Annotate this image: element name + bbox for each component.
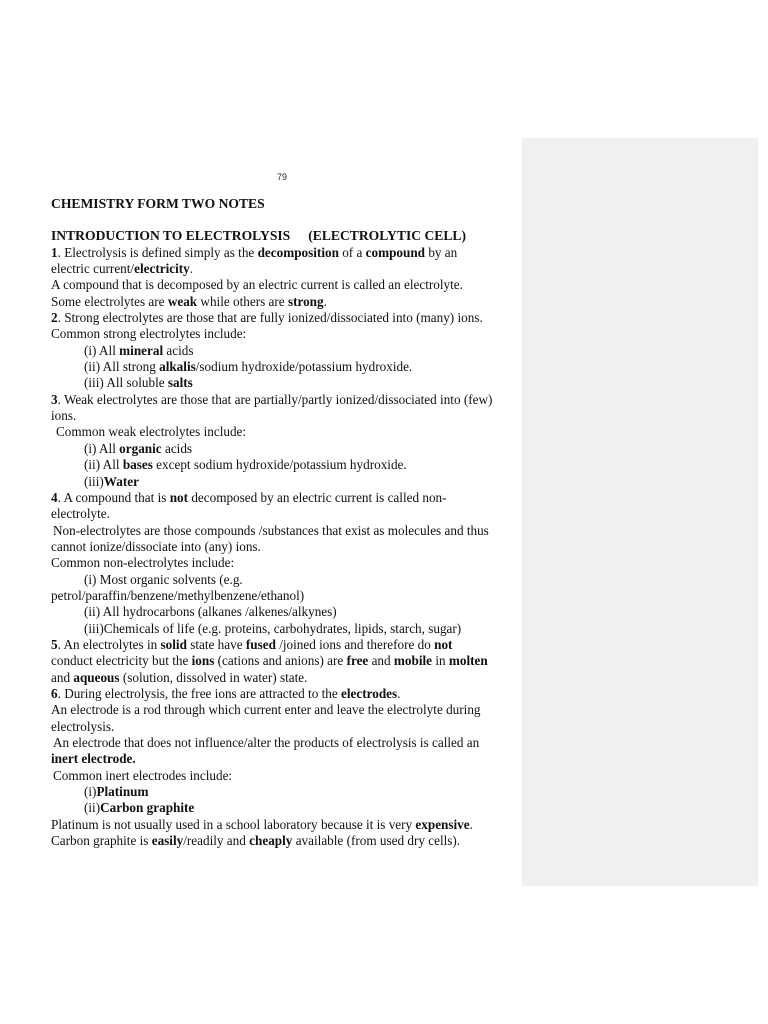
body-line [51,375,521,391]
body-line [51,343,521,359]
body-line [51,686,521,702]
body-line [51,653,521,669]
body-line [51,310,521,326]
text-run: A compound that is decomposed by an electric current is called an electrolyte. [51,277,463,293]
text-run: available (from used dry cells). [292,833,461,849]
bold-text: weak [167,293,198,309]
body-line [51,474,521,490]
body-line [51,539,521,555]
bold-text: bases [122,457,153,473]
bold-text: 6 [51,685,58,701]
text-run: (iii) All soluble [84,375,168,391]
body-line [51,719,521,735]
bold-text: decomposition [257,244,339,260]
text-run: (i) [84,784,97,800]
body-line [51,277,521,293]
text-run: and [51,669,74,685]
text-run: . During electrolysis, the free ions are attracted to the [57,685,342,701]
body-line [51,833,521,849]
comment-pane [522,138,758,886]
text-run: . Strong electrolytes are those that are fully ionized/dissociated into (many) ions. [57,310,483,326]
text-run: (i) Most organic solvents (e.g. [84,571,243,587]
body-line [51,555,521,571]
text-run: decomposed by an electric current is called non- [188,489,447,505]
bold-text: inert electrode. [51,751,136,767]
text-run: . [397,685,401,701]
text-run: Common non-electrolytes include: [51,555,235,571]
text-run: . Electrolysis is defined simply as the [57,244,258,260]
text-run: while others are [197,293,288,309]
body-line [51,245,521,261]
body-line [51,261,521,277]
bold-text: alkalis [159,359,196,375]
text-run: (iii) [84,473,104,489]
body-line [51,506,521,522]
page-number: 79 [277,172,288,182]
text-run: (i) All [84,440,120,456]
body-line [51,621,521,637]
bold-text: strong [287,293,324,309]
text-run: (i) All [84,342,120,358]
document-body [51,196,521,849]
text-run: by an [425,244,458,260]
bold-text: easily [151,833,184,849]
text-run: ions. [51,408,77,424]
text-run: . A compound that is [57,489,170,505]
text-run: conduct electricity but the [51,653,192,669]
text-run: (iii)Chemicals of life (e.g. proteins, carbohydrates, lipids, starch, sugar) [84,620,462,636]
body-line [51,490,521,506]
body-line [51,424,521,440]
body-line [51,768,521,784]
text-run: electrolysis. [51,718,115,734]
text-run: . Weak electrolytes are those that are partially/partly ionized/dissociated into (few) [57,391,493,407]
body-line [51,800,521,816]
bold-text: solid [160,636,187,652]
text-run: . [469,816,473,832]
body-line [51,523,521,539]
bold-text: 2 [51,310,58,326]
bold-text: mineral [119,342,164,358]
text-run: An electrode is a rod through which current enter and leave the electrolyte during [51,702,481,718]
bold-text: Carbon graphite [100,800,195,816]
text-run: Non-electrolytes are those compounds /substances that exist as molecules and thus [53,522,489,538]
body-line [51,294,521,310]
bold-text: 1 [51,244,58,260]
bold-text: not [434,636,453,652]
text-run: /joined ions and therefore do [275,636,435,652]
text-run: . [189,261,194,277]
body-line [51,408,521,424]
text-run: electrolyte. [51,506,110,522]
bold-text: 4 [51,489,58,505]
text-run: /readily and [183,833,250,849]
body-line [51,457,521,473]
body-line [51,702,521,718]
bold-text: electricity [134,261,190,277]
bold-text: Water [103,473,139,489]
text-run: in [432,653,449,669]
text-run: acids [163,342,194,358]
body-line [51,784,521,800]
bold-text: organic [119,440,162,456]
text-run: (cations and anions) are [214,653,347,669]
bold-text: fused [245,636,276,652]
text-run: . [323,293,327,309]
bold-text: compound [365,244,426,260]
text-run: (ii) [84,800,101,816]
text-run: cannot ionize/dissociate into (any) ions. [51,538,261,554]
bold-text: mobile [393,653,433,669]
text-run: An electrode that does not influence/alter the products of electrolysis is called an [53,735,480,750]
bold-text: Platinum [96,784,149,800]
bold-text: cheaply [249,833,293,849]
body-lines [51,245,521,850]
text-run: petrol/paraffin/benzene/methylbenzene/ethanol) [51,587,305,603]
bold-text: aqueous [73,669,120,685]
text-run: acids [161,440,193,456]
bold-text: electrodes [341,685,398,701]
bold-text: molten [448,653,488,669]
body-line [51,392,521,408]
body-line [51,637,521,653]
body-line [51,588,521,604]
text-run: state have [186,636,246,652]
section-heading [51,228,521,244]
text-run: Common weak electrolytes include: [56,424,247,440]
text-run: Platinum is not usually used in a school laboratory because it is very [51,816,416,832]
body-line [51,751,521,767]
body-line [51,326,521,342]
body-line [51,670,521,686]
body-line [51,817,521,833]
body-line [51,572,521,588]
section-heading-main: INTRODUCTION TO ELECTROLYSIS [51,228,291,244]
text-run: except sodium hydroxide/potassium hydroxide. [152,457,407,473]
text-run: /sodium hydroxide/potassium hydroxide. [195,359,413,375]
bold-text: ions [191,653,215,669]
bold-text: 5 [51,636,58,652]
text-run: (ii) All strong [84,359,160,375]
text-run: Carbon graphite is [51,833,152,849]
text-run: (solution, dissolved in water) state. [119,669,308,685]
text-run: Common inert electrodes include: [53,767,233,783]
text-run: Some electrolytes are [51,293,168,309]
blank-line [51,212,521,228]
section-heading-sub: (ELECTROLYTIC CELL) [308,228,466,244]
text-run: of a [338,244,366,260]
text-run: Common strong electrolytes include: [51,326,247,342]
bold-text: salts [167,375,193,391]
bold-text: free [346,653,369,669]
body-line [51,604,521,620]
bold-text: not [169,489,189,505]
bold-text: 3 [51,391,58,407]
body-line [51,359,521,375]
text-run: . An electrolytes in [57,636,161,652]
text-run: and [368,653,394,669]
text-run: electric current/ [51,261,135,277]
body-line [51,735,521,751]
document-title: CHEMISTRY FORM TWO NOTES [51,196,265,211]
text-run: (ii) All [84,457,123,473]
bold-text: expensive [415,816,470,832]
text-run: (ii) All hydrocarbons (alkanes /alkenes/alkynes) [84,604,337,620]
body-line [51,441,521,457]
